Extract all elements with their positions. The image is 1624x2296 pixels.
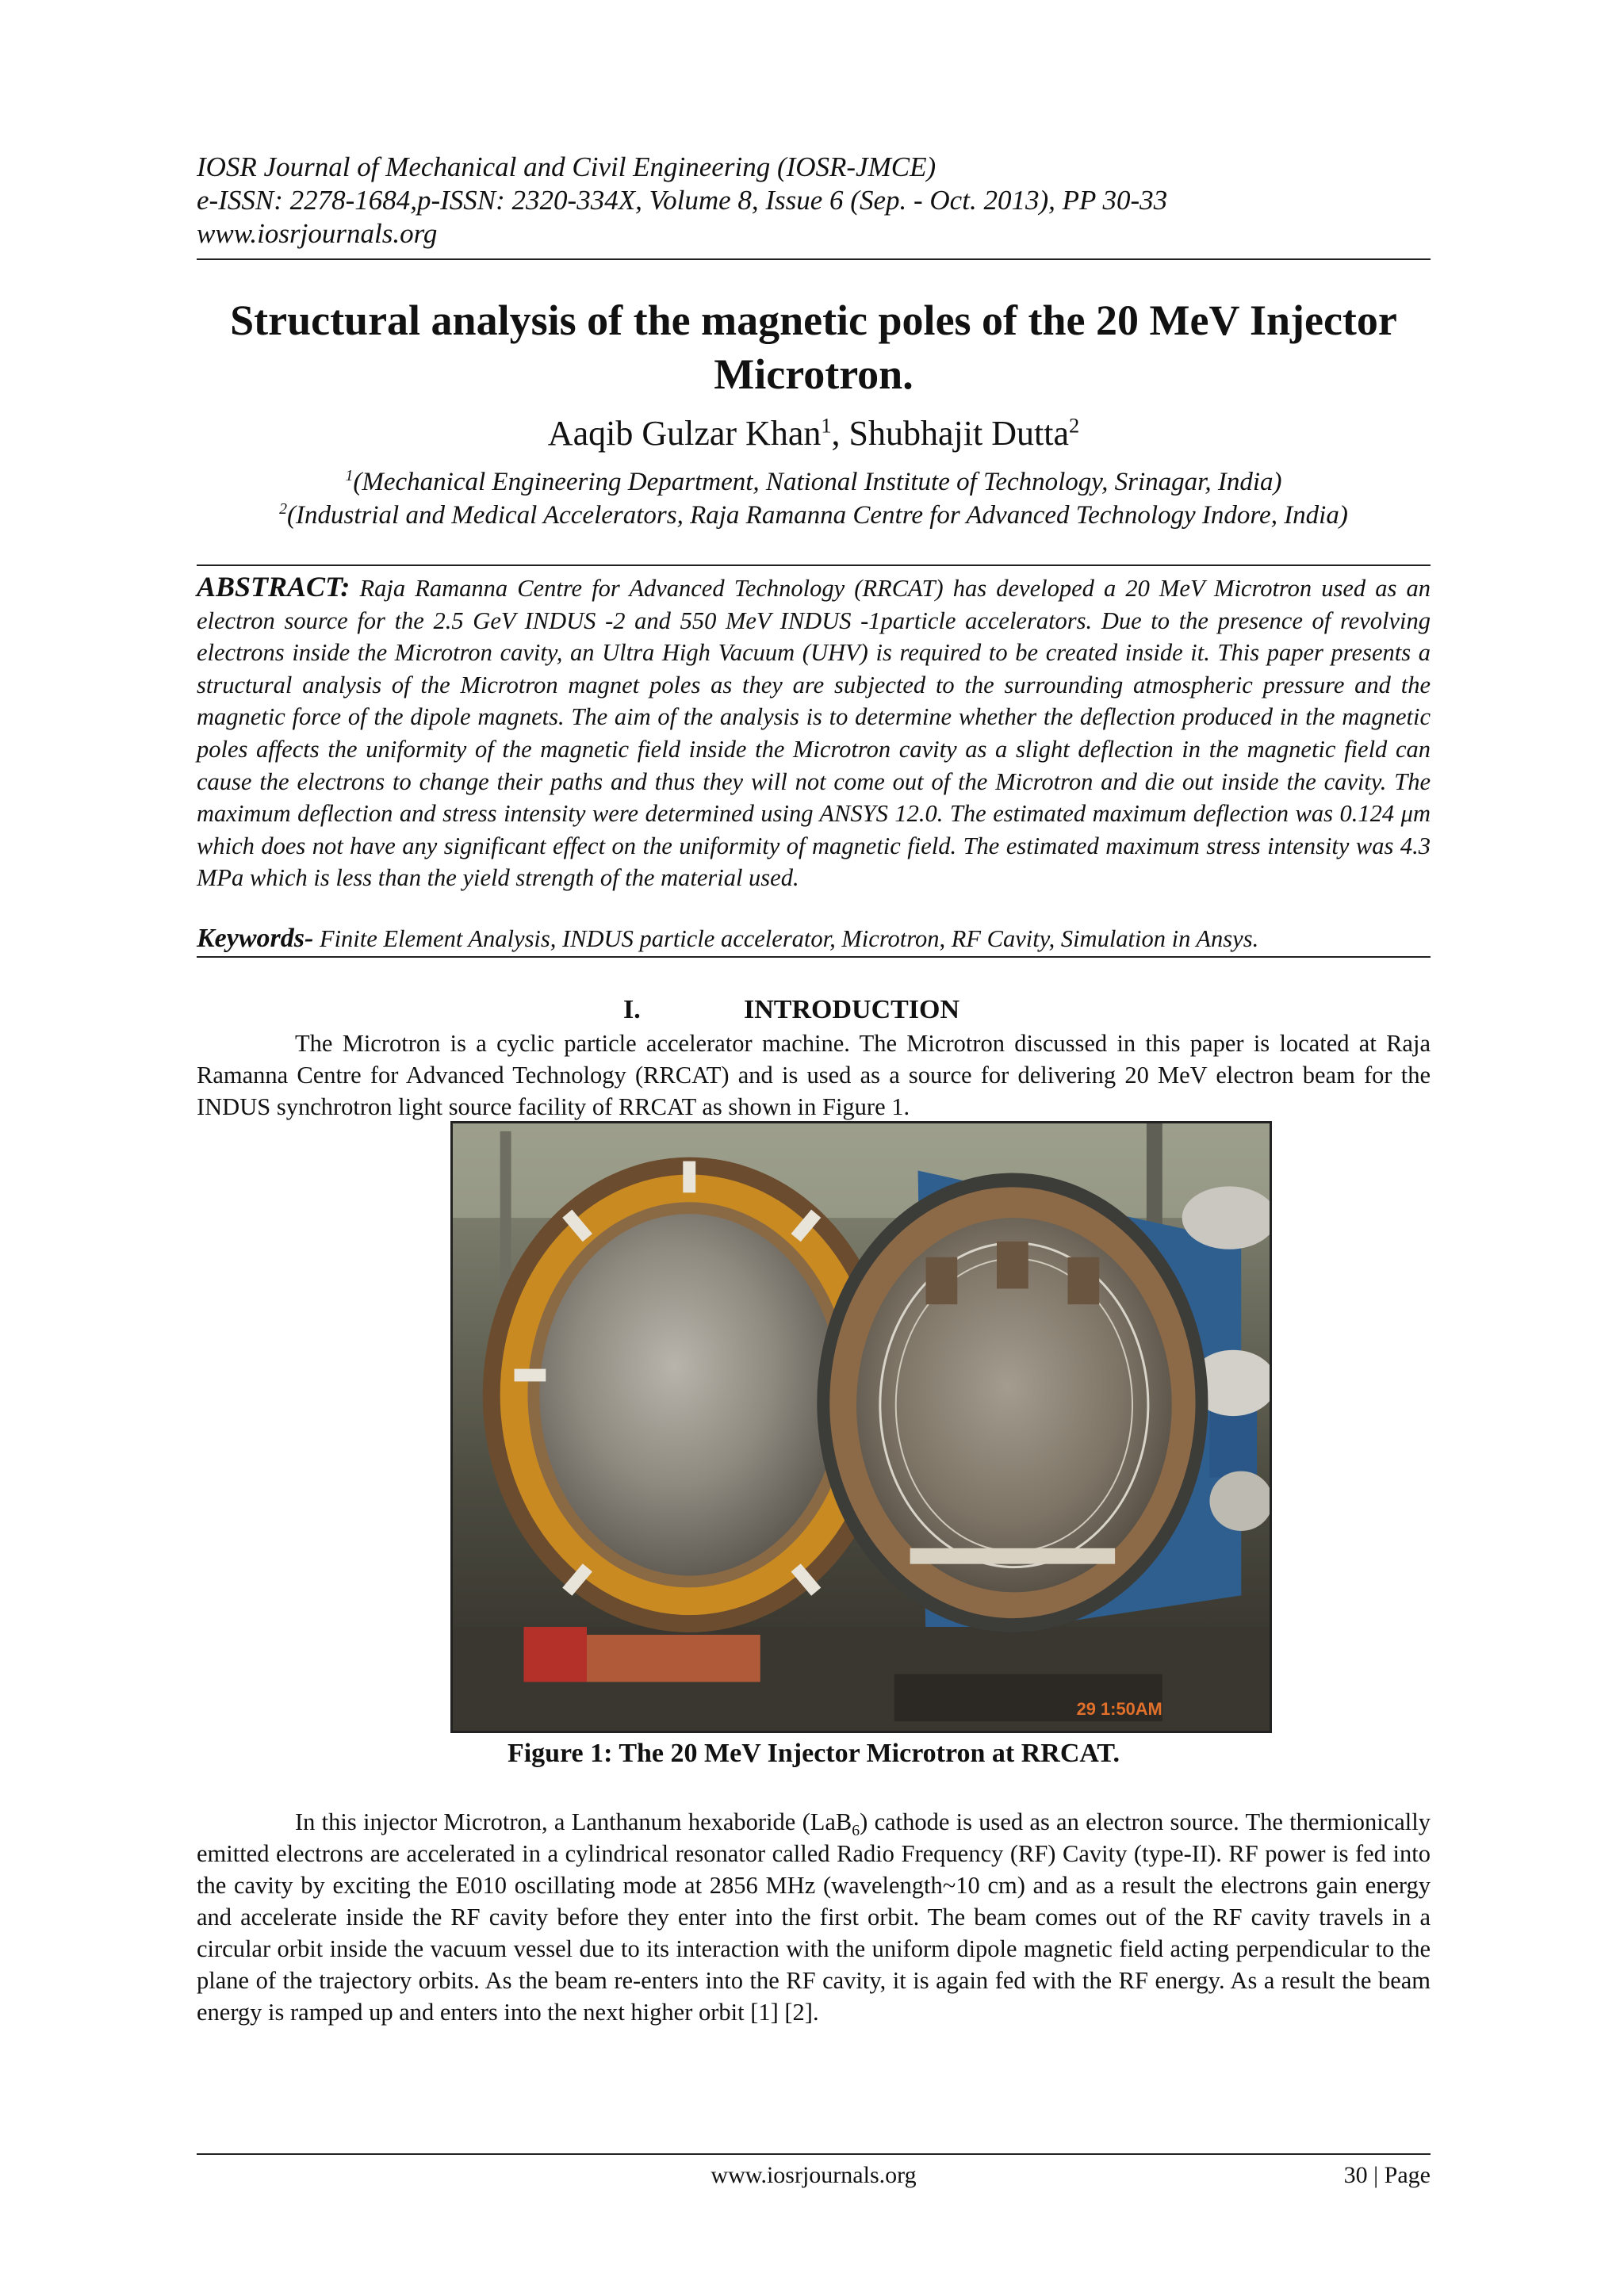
author-2: Shubhajit Dutta (848, 414, 1069, 453)
figure-1-caption: Figure 1: The 20 MeV Injector Microtron at RRCAT. (507, 1739, 1120, 1768)
author-separator: , (831, 414, 849, 453)
section-title: INTRODUCTION (744, 995, 960, 1024)
lab6-subscript: 6 (852, 1822, 860, 1840)
section-number: I. (623, 995, 641, 1024)
intro-paragraph-1-text: The Microtron is a cyclic particle accelerator machine. The Microtron discussed in this paper is located at Raja Ramanna Centre for Advanced Technology (RRCAT) and is used as a source for delivering 20 MeV electron beam for the INDUS synchrotron light source facility of RRCAT as shown in Figure 1. (197, 1030, 1431, 1120)
footer-website: www.iosrjournals.org (710, 2162, 917, 2188)
affiliation-1 (197, 466, 1431, 498)
affiliation-1-text: (Mechanical Engineering Department, National Institute of Technology, Srinagar, India) (353, 468, 1282, 496)
keywords-text: Finite Element Analysis, INDUS particle accelerator, Microtron, RF Cavity, Simulation in Ansys. (313, 925, 1259, 952)
affiliation-2-text: (Industrial and Medical Accelerators, Raja Ramanna Centre for Advanced Technology Indore, India) (287, 501, 1348, 530)
author-list (197, 412, 1431, 455)
abstract-top-rule (197, 564, 1431, 566)
footer-rule (197, 2153, 1431, 2155)
figure-1-photo (450, 1121, 1272, 1733)
journal-name: IOSR Journal of Mechanical and Civil Engineering (IOSR-JMCE) (197, 151, 936, 182)
paper-title (197, 293, 1431, 401)
abstract-label: ABSTRACT: (197, 571, 350, 603)
title-line-2: Microtron. (714, 350, 914, 398)
abstract-bottom-rule (197, 956, 1431, 958)
journal-website: www.iosrjournals.org (197, 218, 438, 249)
affiliation-1-mark: 1 (345, 467, 354, 484)
author-2-mark: 2 (1068, 413, 1080, 438)
title-line-1: Structural analysis of the magnetic poles of the 20 MeV Injector (230, 297, 1397, 344)
author-1-mark: 1 (821, 413, 832, 438)
paragraph-2-after-sub: ) cathode is used as an electron source. The thermionically emitted electrons are accelerated in a cylindrical resonator called Radio Frequency (RF) Cavity (type-II). RF power is fed into the cavity by exciting the E010 oscillating mode at 2856 MHz (wavelength~10 cm) and as a result the electrons gain energy and accelerate inside the RF cavity before they enter into the first orbit. The beam comes out of the RF cavity travels in a circular orbit inside the vacuum vessel due to its interaction with the uniform dipole magnetic field acting perpendicular to the plane of the trajectory orbits. As the beam re-enters into the RF cavity, it is again fed with the RF energy. As a result the beam energy is ramped up and enters into the next higher orbit [1] [2]. (197, 1808, 1431, 2026)
intro-paragraph-2-text (197, 1806, 1431, 2028)
author-1: Aaqib Gulzar Khan (547, 414, 822, 453)
abstract-text: Raja Ramanna Centre for Advanced Technology (RRCAT) has developed a 20 MeV Microtron used as an electron source for the 2.5 GeV INDUS -2 and 550 MeV INDUS -1particle accelerators. Due to the presence of revolving electrons inside the Microtron cavity, an Ultra High Vacuum (UHV) is required to be created inside it. This paper presents a structural analysis of the Microtron magnet poles as they are subjected to the surrounding atmospheric pressure and the magnetic force of the dipole magnets. The aim of the analysis is to determine whether the deflection produced in the magnetic poles affects the uniformity of the magnetic field inside the Microtron cavity as a slight deflection in the magnetic field can cause the electrons to change their paths and thus they will not come out of the Microtron and die out inside the cavity. The maximum deflection and stress intensity were determined using ANSYS 12.0. The estimated maximum deflection was 0.124 μm which does not have any significant effect on the uniformity of magnetic field. The estimated maximum stress intensity was 4.3 MPa which is less than the yield strength of the material used. (197, 575, 1431, 892)
keywords-label: Keywords- (197, 924, 314, 953)
footer-page-number: 30 | Page (1343, 2162, 1431, 2188)
microtron-photo-illustration (453, 1123, 1270, 1731)
affiliation-2-mark: 2 (279, 500, 288, 518)
journal-header (197, 151, 1434, 251)
journal-issn: e-ISSN: 2278-1684,p-ISSN: 2320-334X, Volume 8, Issue 6 (Sep. - Oct. 2013), PP 30-33 (197, 185, 1168, 216)
affiliation-2 (197, 499, 1431, 531)
paragraph-2-before-sub: In this injector Microtron, a Lanthanum hexaboride (LaB (295, 1808, 852, 1835)
abstract (197, 571, 1431, 894)
header-rule (197, 258, 1431, 260)
intro-paragraph-1 (197, 1027, 1431, 1123)
intro-paragraph-2 (197, 1806, 1431, 2028)
keywords (197, 923, 1431, 955)
photo-timestamp: 29 1:50AM (1076, 1699, 1162, 1720)
